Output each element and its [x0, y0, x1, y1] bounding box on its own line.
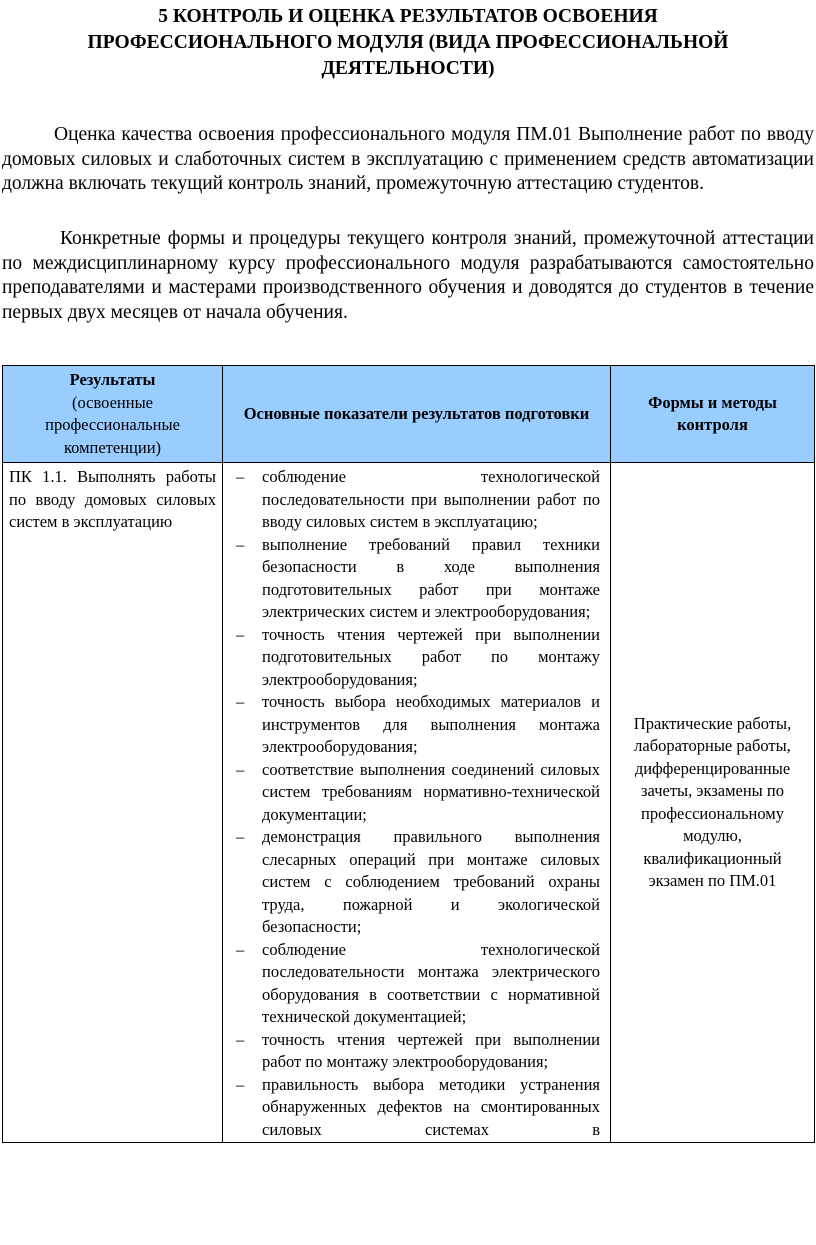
- header-results: [3, 366, 223, 463]
- header-indicators-title: Основные показатели результатов подготовки: [243, 403, 590, 423]
- list-item-text: правильность выбора методики устранения обнаруженных дефектов на смонтированных силовых системах в: [262, 1074, 600, 1139]
- paragraph-assessment-intro: Оценка качества освоения профессионального модуля ПМ.01 Выполнение работ по вводу домовых силовых и слаботочных систем в эксплуатацию с применением средств автоматизации должна включать текущий контроль знаний, промежуточную аттестацию студентов.: [2, 124, 814, 194]
- list-item: [230, 759, 600, 827]
- header-methods-title: Формы и методы контроля: [648, 392, 777, 434]
- dash-bullet: –: [236, 1074, 245, 1094]
- indicators-list: [224, 464, 609, 1141]
- dash-bullet: –: [236, 692, 245, 711]
- list-item: [230, 691, 600, 759]
- header-methods: [611, 366, 815, 463]
- table-header-row: [3, 366, 815, 463]
- competency-cell: ПК 1.1. Выполнять работы по вводу домовых силовых систем в эксплуатацию: [3, 463, 223, 1143]
- list-item-text: точность чтения чертежей при выполнении подготовительных работ по монтажу электрооборудования;: [262, 624, 600, 689]
- dash-bullet: –: [236, 827, 245, 846]
- list-item: [230, 624, 600, 692]
- dash-bullet: –: [236, 939, 245, 959]
- heading-line-3: ДЕЯТЕЛЬНОСТИ): [321, 58, 495, 79]
- list-item: [230, 534, 600, 624]
- heading-line-1: 5 КОНТРОЛЬ И ОЦЕНКА РЕЗУЛЬТАТОВ ОСВОЕНИЯ: [158, 6, 658, 27]
- list-item: [230, 1074, 600, 1142]
- list-item: [230, 826, 600, 939]
- list-item: [230, 466, 600, 534]
- dash-bullet: –: [236, 467, 245, 486]
- heading-line-2: ПРОФЕССИОНАЛЬНОГО МОДУЛЯ (ВИДА ПРОФЕССИОНАЛЬНОЙ: [87, 32, 729, 53]
- list-item-text: соблюдение технологической последовательности при выполнении работ по вводу силовых систем в эксплуатацию;: [262, 467, 600, 531]
- list-item: [230, 1029, 600, 1074]
- header-results-title: Результаты: [69, 370, 156, 389]
- table-row: [3, 463, 815, 1143]
- header-indicators: [223, 366, 611, 463]
- list-item-text: соблюдение технологической последовательности монтажа электрического оборудования в соответствии с нормативной технической документацией;: [262, 939, 600, 1026]
- list-item: [230, 939, 600, 1029]
- indicators-cell: [223, 463, 611, 1143]
- dash-bullet: –: [236, 1029, 245, 1049]
- assessment-table: [2, 365, 815, 1143]
- list-item-text: соответствие выполнения соединений силовых систем требованиям нормативно-технической документации;: [262, 759, 600, 824]
- list-item-text: демонстрация правильного выполнения слесарных операций при монтаже силовых систем с соблюдением требований охраны труда, пожарной и экологической безопасности;: [262, 827, 600, 936]
- dash-bullet: –: [236, 759, 245, 779]
- list-item-text: выполнение требований правил техники безопасности в ходе выполнения подготовительных работ при монтаже электрических систем и электрооборудования;: [262, 534, 600, 621]
- list-item-text: точность выбора необходимых материалов и инструментов для выполнения монтажа электрооборудования;: [262, 692, 600, 756]
- header-results-note: (освоенные профессиональные компетенции): [45, 392, 180, 457]
- dash-bullet: –: [236, 534, 245, 554]
- control-methods-cell: Практические работы, лабораторные работы, дифференцированные зачеты, экзамены по профессиональному модулю, квалификационный экзамен по ПМ.01: [611, 463, 815, 1143]
- dash-bullet: –: [236, 624, 245, 644]
- paragraph-control-forms: Конкретные формы и процедуры текущего контроля знаний, промежуточной аттестации по междисциплинарному курсу профессионального модуля разрабатываются самостоятельно преподавателями и мастерами производственного обучения и доводятся до студентов в течение первых двух месяцев от начала обучения.: [2, 228, 814, 323]
- section-heading: [20, 4, 796, 82]
- list-item-text: точность чтения чертежей при выполнении работ по монтажу электрооборудования;: [262, 1029, 600, 1071]
